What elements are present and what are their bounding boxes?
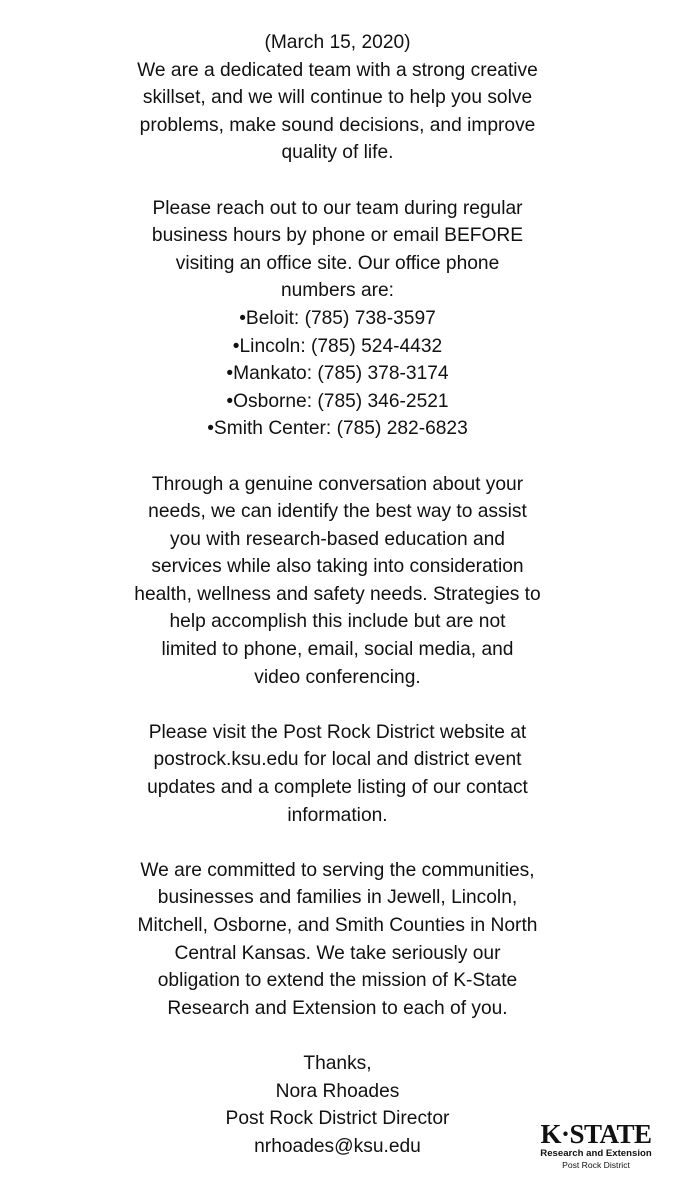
office-phone-mankato: •Mankato: (785) 378-3174 — [226, 363, 449, 385]
text-line: video conferencing. — [254, 666, 421, 688]
paragraph-gap — [70, 167, 605, 195]
text-line: needs, we can identify the best way to assist — [148, 501, 527, 523]
text-line: businesses and families in Jewell, Lincoln, — [157, 887, 518, 909]
text-line: quality of life. — [281, 142, 394, 164]
text-line: obligation to extend the mission of K-State — [157, 970, 518, 992]
conversation-paragraph — [70, 471, 605, 692]
signature-title: Post Rock District Director — [225, 1108, 450, 1130]
logo-wordmark: K·STATE — [540, 1119, 652, 1149]
text-line: problems, make sound decisions, and improve — [139, 114, 536, 136]
office-phone-list — [70, 305, 605, 443]
office-phone-beloit: •Beloit: (785) 738-3597 — [239, 307, 436, 329]
text-line: Central Kansas. We take seriously our — [174, 942, 501, 964]
text-line: numbers are: — [280, 280, 395, 302]
text-line: We are a dedicated team with a strong creative — [137, 59, 538, 81]
signature-closing: Thanks, — [303, 1052, 372, 1074]
paragraph-gap — [70, 691, 605, 719]
text-line: skillset, and we will continue to help you solve — [142, 87, 533, 109]
intro-paragraph — [70, 57, 605, 167]
letter-body — [70, 29, 605, 1160]
text-line: Please visit the Post Rock District website at — [148, 721, 527, 743]
contact-paragraph — [70, 195, 605, 305]
text-line: information. — [287, 804, 388, 826]
office-phone-smith-center: •Smith Center: (785) 282-6823 — [207, 418, 468, 440]
paragraph-gap — [70, 829, 605, 857]
logo-research-extension: Research and Extension — [540, 1148, 652, 1159]
office-phone-osborne: •Osborne: (785) 346-2521 — [226, 390, 449, 412]
commitment-paragraph — [70, 857, 605, 1023]
text-line: updates and a complete listing of our contact — [147, 777, 528, 799]
text-line: We are committed to serving the communities, — [140, 859, 535, 881]
signature-name: Nora Rhoades — [275, 1080, 400, 1102]
logo-district: Post Rock District — [562, 1160, 630, 1170]
text-line: Mitchell, Osborne, and Smith Counties in North — [137, 915, 538, 936]
text-line: you with research-based education and — [170, 528, 505, 550]
website-paragraph — [70, 719, 605, 829]
text-line: Through a genuine conversation about your — [151, 473, 524, 495]
text-line: business hours by phone or email BEFORE — [151, 225, 524, 247]
text-line: visiting an office site. Our office phone — [175, 252, 500, 274]
office-phone-lincoln: •Lincoln: (785) 524-4432 — [232, 335, 443, 357]
text-line: health, wellness and safety needs. Strategies to — [134, 583, 541, 605]
letter-date: (March 15, 2020) — [264, 32, 411, 53]
paragraph-gap — [70, 1022, 605, 1050]
signature-block — [70, 1050, 605, 1160]
text-line: help accomplish this include but are not — [169, 611, 506, 633]
text-line: Please reach out to our team during regular — [152, 197, 523, 219]
text-line: services while also taking into consideration — [151, 556, 524, 578]
paragraph-gap — [70, 443, 605, 471]
signature-email: nrhoades@ksu.edu — [254, 1135, 421, 1157]
text-line: limited to phone, email, social media, and — [161, 639, 514, 661]
text-line: Research and Extension to each of you. — [167, 997, 508, 1019]
text-line: postrock.ksu.edu for local and district event — [153, 749, 522, 771]
kstate-logo — [531, 1120, 661, 1171]
